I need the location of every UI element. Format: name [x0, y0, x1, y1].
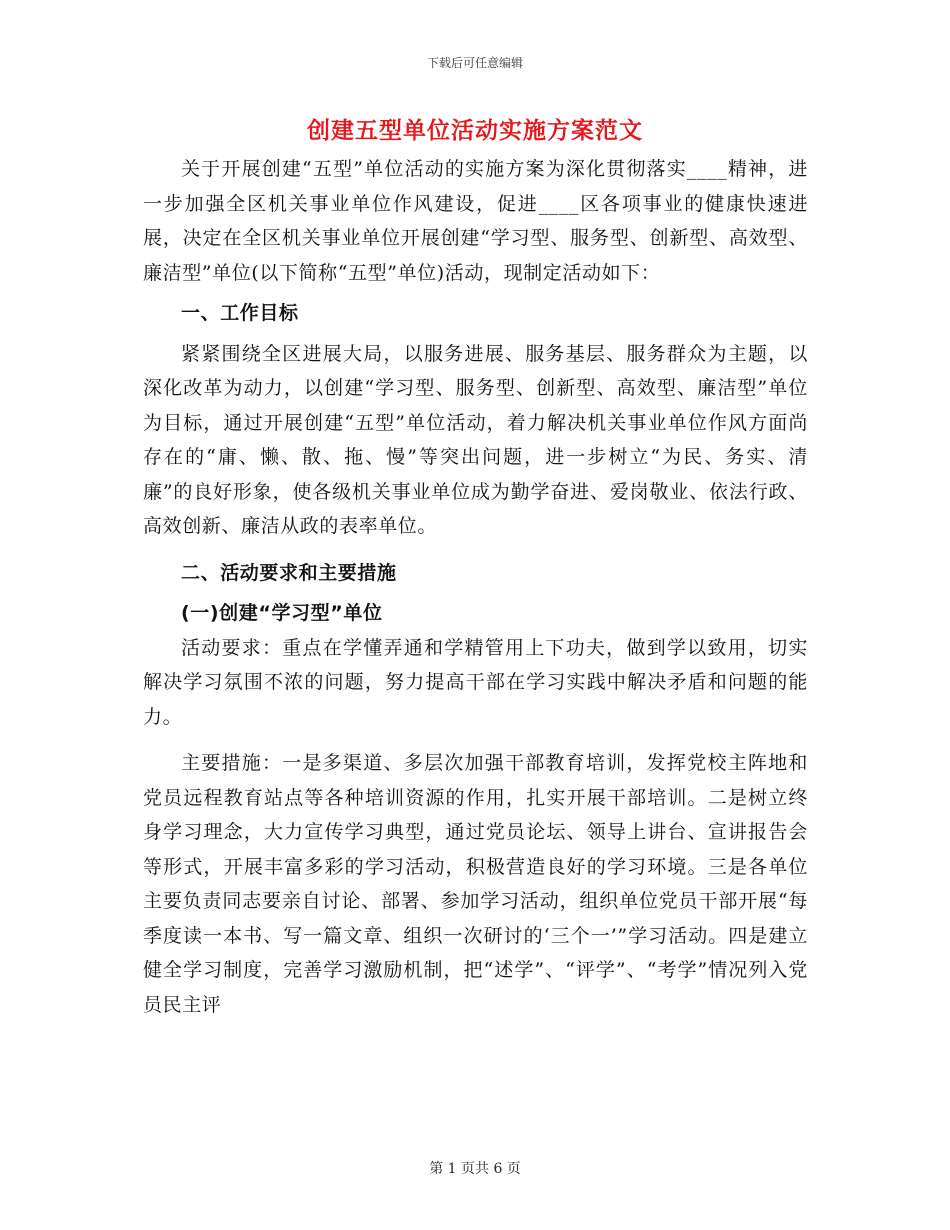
- section-heading-measures: 二、活动要求和主要措施: [181, 561, 397, 584]
- document-body: [143, 152, 808, 1022]
- intro-paragraph: 关于开展创建“五型”单位活动的实施方案为深化贯彻落实____精神，进一步加强全区机关事业单位作风建设，促进____区各项事业的健康快速进展，决定在全区机关事业单位开展创建“学习型、服务型、创新型、高效型、廉洁型”单位(以下简称“五型”单位)活动，现制定活动如下：: [143, 158, 808, 284]
- measures-paragraph: 主要措施：一是多渠道、多层次加强干部教育培训，发挥党校主阵地和党员远程教育站点等各种培训资源的作用，扎实开展干部培训。二是树立终身学习理念，大力宣传学习典型，通过党员论坛、领导上讲台、宣讲报告会等形式，开展丰富多彩的学习活动，积极营造良好的学习环境。三是各单位主要负责同志要亲自讨论、部署、参加学习活动，组织单位党员干部开展“每季度读一本书、写一篇文章、组织一次研讨的‘三个一’”学习活动。四是建立健全学习制度，完善学习激励机制，把“述学”、“评学”、“考学”情况列入党员民主评: [143, 752, 808, 1016]
- header-note: 下载后可任意编辑: [426, 56, 523, 70]
- requirement-paragraph: 活动要求：重点在学懂弄通和学精管用上下功夫，做到学以致用，切实解决学习氛围不浓的问题，努力提高干部在学习实践中解决矛盾和问题的能力。: [143, 636, 808, 728]
- section-heading-goals: 一、工作目标: [181, 302, 299, 324]
- page-footer: 第 1 页共 6 页: [429, 1161, 521, 1177]
- subsection-heading-learning: (一)创建“学习型”单位: [181, 602, 383, 624]
- document-title: 创建五型单位活动实施方案范文: [307, 118, 643, 144]
- goals-paragraph: 紧紧围绕全区进展大局，以服务进展、服务基层、服务群众为主题，以深化改革为动力，以创建“学习型、服务型、创新型、高效型、廉洁型”单位为目标，通过开展创建“五型”单位活动，着力解决机关事业单位作风方面尚存在的“庸、懒、散、拖、慢”等突出问题，进一步树立“为民、务实、清廉”的良好形象，使各级机关事业单位成为勤学奋进、爱岗敬业、依法行政、高效创新、廉洁从政的表率单位。: [143, 342, 808, 537]
